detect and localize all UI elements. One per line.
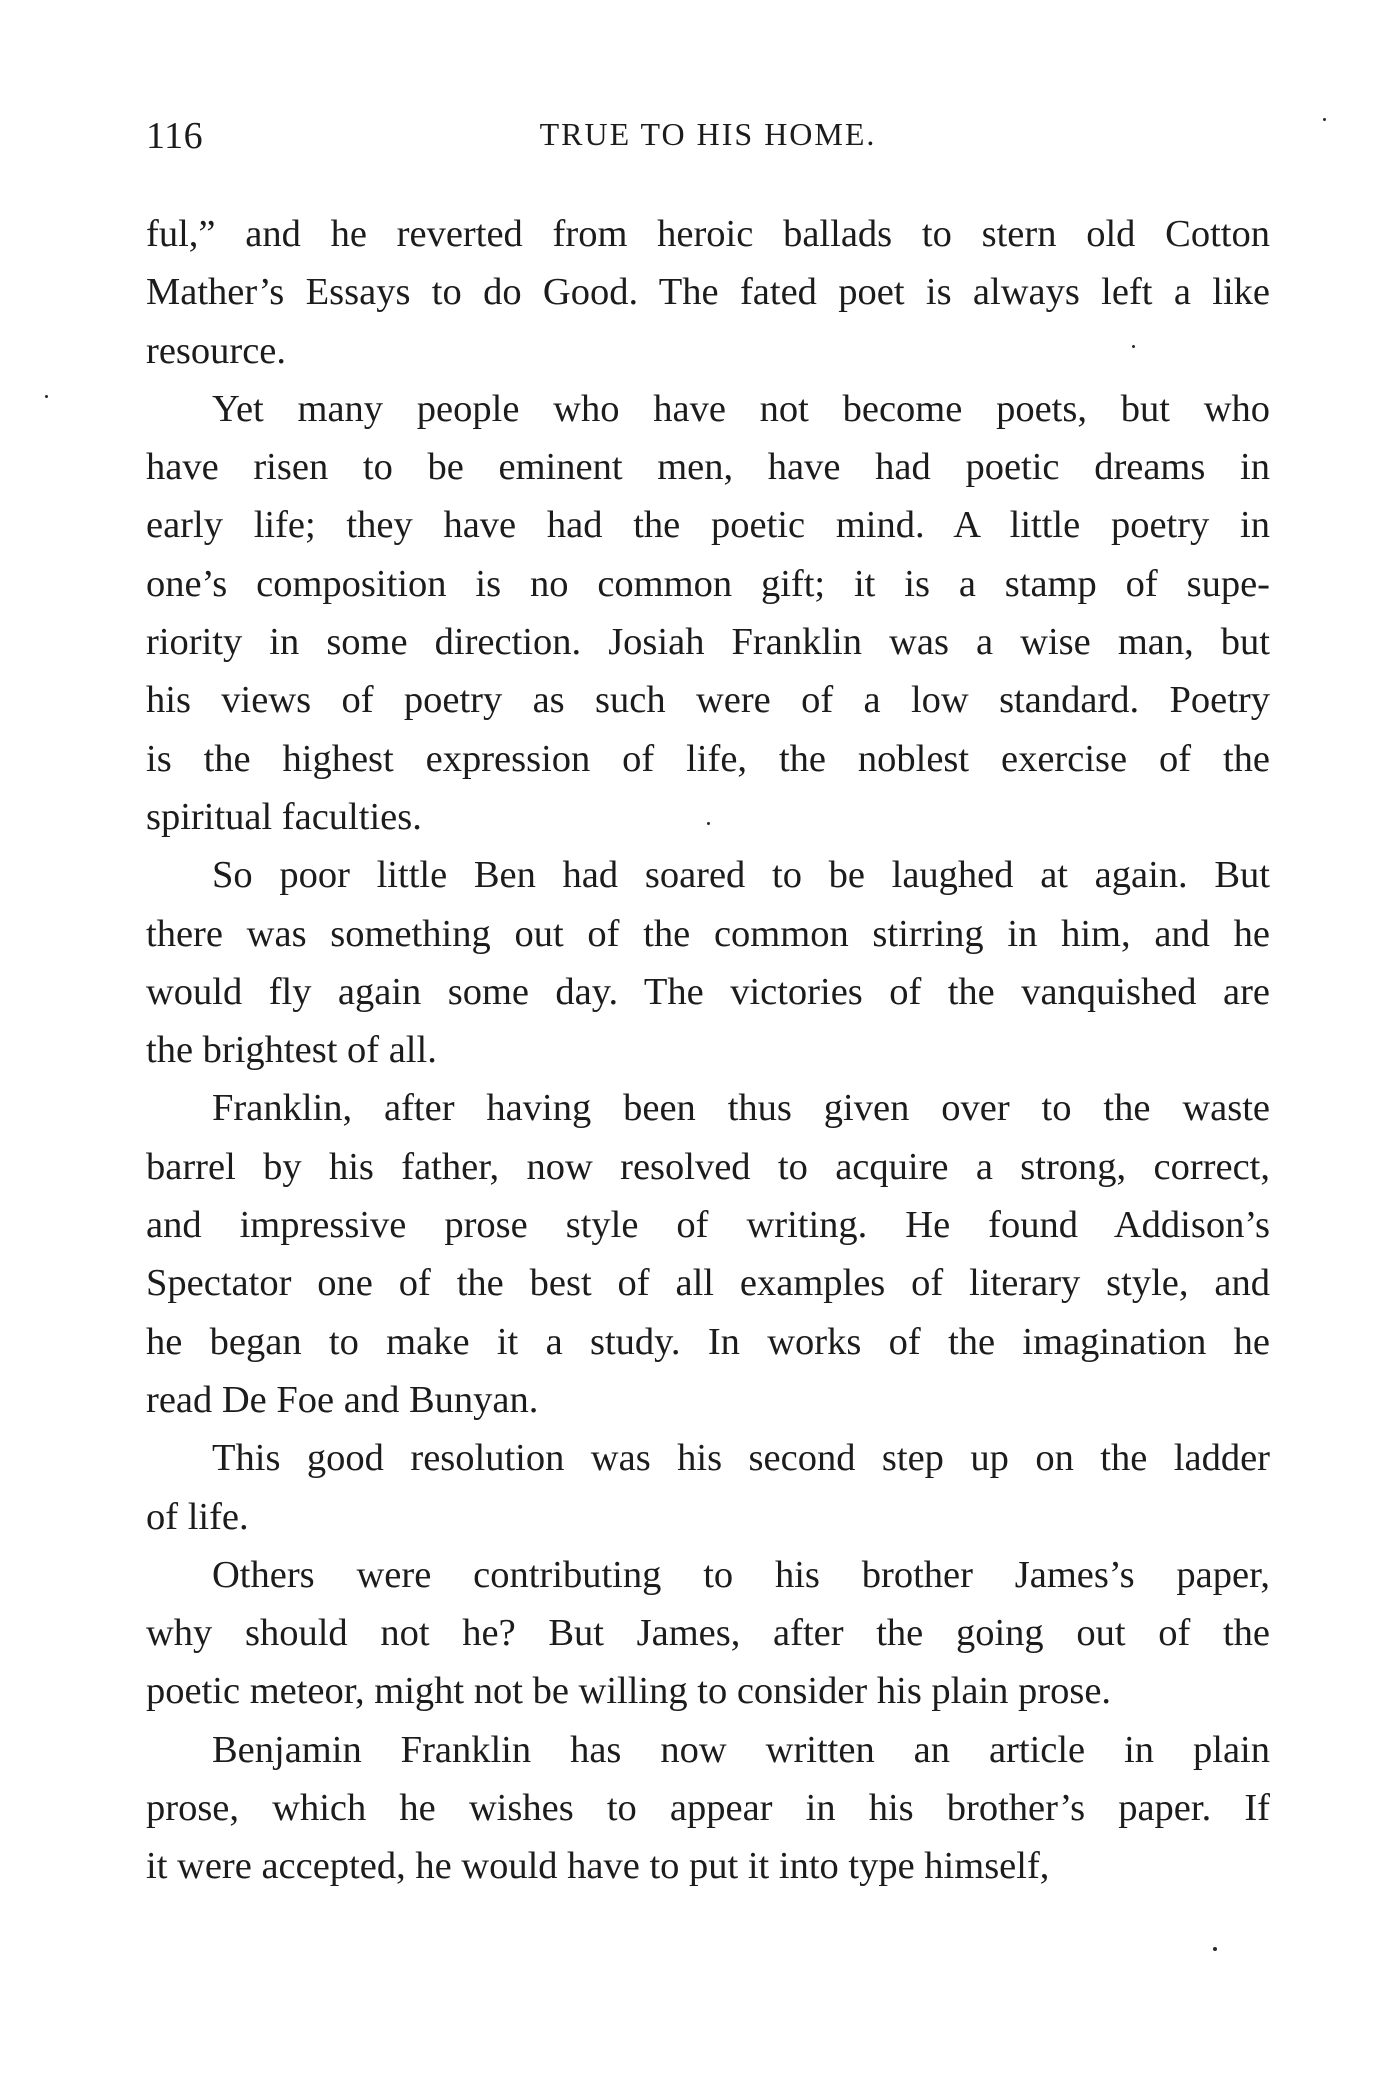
text-line: early life; they have had the poetic mind. A little poetry in — [146, 504, 1270, 547]
paragraph — [146, 1721, 1270, 1896]
text-line: ful,” and he reverted from heroic ballads to stern old Cotton — [146, 213, 1270, 255]
text-line: So poor little Ben had soared to be laughed at again. But — [212, 854, 1270, 897]
text-line: why should not he? But James, after the going out of the — [146, 1612, 1270, 1655]
paragraph — [146, 380, 1270, 846]
text-line: Others were contributing to his brother James’s paper, — [212, 1553, 1270, 1596]
text-line: read De Foe and Bunyan. — [146, 1378, 539, 1421]
paragraph — [146, 1079, 1270, 1429]
text-line: it were accepted, he would have to put it into type himself, — [146, 1845, 1050, 1888]
text-line: and impressive prose style of writing. He found Addison’s — [146, 1204, 1270, 1247]
text-line: resource. — [146, 329, 287, 372]
text-line: have risen to be eminent men, have had poetic dreams in — [146, 446, 1270, 489]
text-line: Spectator one of the best of all examples of literary style, and — [146, 1262, 1270, 1305]
text-line: riority in some direction. Josiah Franklin was a wise man, but — [146, 621, 1270, 664]
text-line: Benjamin Franklin has now written an article in plain — [212, 1728, 1270, 1771]
text-line: is the highest expression of life, the noblest exercise of the — [146, 737, 1270, 780]
text-line: Yet many people who have not become poets, but who — [212, 387, 1270, 430]
text-line: Mather’s Essays to do Good. The fated poet is always left a like — [146, 271, 1270, 314]
text-line: he began to make it a study. In works of the imagination he — [146, 1320, 1270, 1363]
running-header — [146, 114, 1270, 174]
text-line: the brightest of all. — [146, 1029, 437, 1072]
print-speck — [1132, 345, 1135, 348]
body-text — [146, 205, 1270, 1896]
book-page — [146, 0, 1270, 2085]
print-speck — [1213, 1947, 1217, 1951]
paragraph — [146, 846, 1270, 1079]
print-speck — [1323, 118, 1326, 121]
paragraph — [146, 1429, 1270, 1546]
text-line: his views of poetry as such were of a low standard. Poetry — [146, 679, 1270, 722]
text-line: barrel by his father, now resolved to acquire a strong, correct, — [146, 1145, 1270, 1188]
text-line: This good resolution was his second step up on the ladder — [212, 1437, 1270, 1480]
paragraph — [146, 1546, 1270, 1721]
text-line: would fly again some day. The victories of the vanquished are — [146, 970, 1270, 1013]
text-line: spiritual faculties. — [146, 795, 422, 838]
page-number: 116 — [146, 115, 204, 157]
print-speck — [707, 822, 710, 825]
running-title: TRUE TO HIS HOME. — [539, 116, 877, 152]
print-speck — [45, 395, 48, 398]
text-line: poetic meteor, might not be willing to consider his plain prose. — [146, 1670, 1112, 1713]
text-line: prose, which he wishes to appear in his brother’s paper. If — [146, 1787, 1270, 1830]
paragraph — [146, 205, 1270, 380]
text-line: there was something out of the common stirring in him, and he — [146, 912, 1270, 955]
text-line: Franklin, after having been thus given over to the waste — [212, 1087, 1270, 1130]
text-line: of life. — [146, 1495, 249, 1538]
text-line: one’s composition is no common gift; it is a stamp of supe- — [146, 562, 1270, 605]
